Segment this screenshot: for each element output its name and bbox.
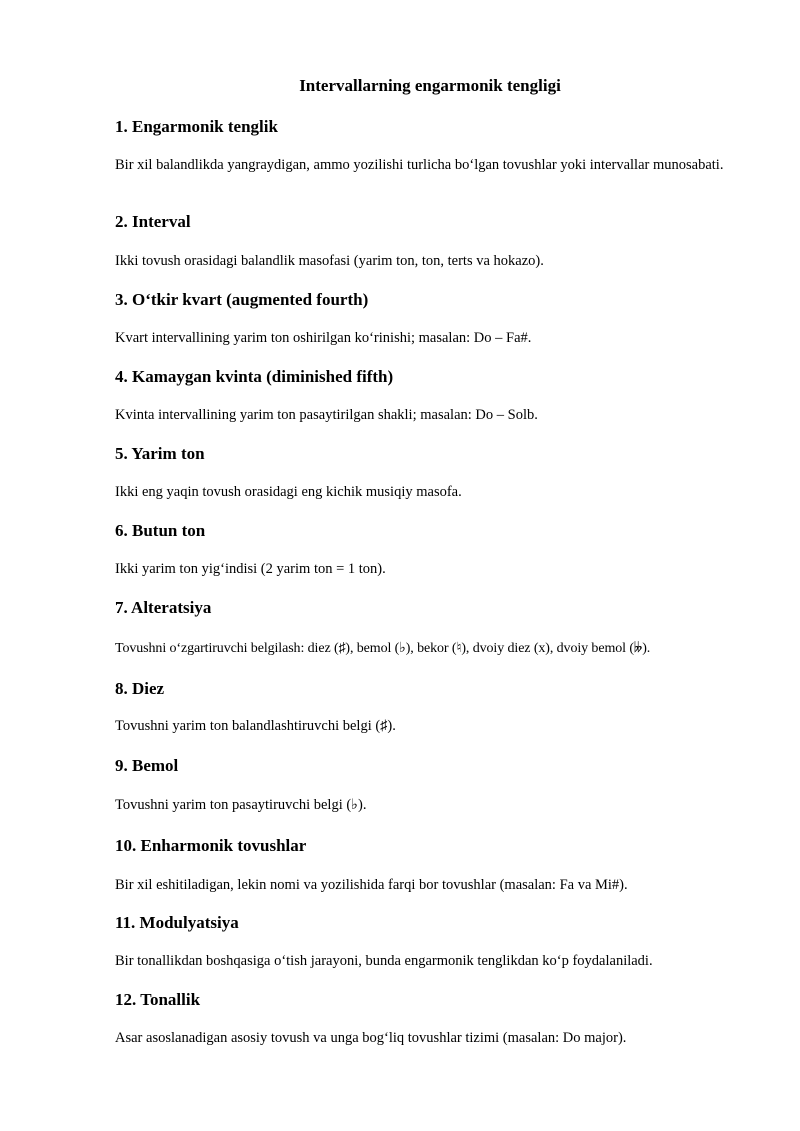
section-text-9: Tovushni yarim ton pasaytiruvchi belgi (♭).	[115, 797, 367, 813]
section-text-3: Kvart intervallining yarim ton oshirilgan ko‘rinishi; masalan: Do – Fa#.	[115, 330, 532, 346]
section-heading-1: 1. Engarmonik tenglik	[115, 117, 278, 136]
section-text-8: Tovushni yarim ton balandlashtiruvchi belgi (♯).	[115, 718, 396, 734]
section-heading-5: 5. Yarim ton	[115, 444, 205, 463]
section-text-5: Ikki eng yaqin tovush orasidagi eng kichik musiqiy masofa.	[115, 484, 462, 500]
section-heading-10: 10. Enharmonik tovushlar	[115, 836, 307, 855]
section-text-7: Tovushni o‘zgartiruvchi belgilash: diez (♯), bemol (♭), bekor (♮), dvoiy diez (x), dvoiy bemol (𝄫).	[115, 641, 651, 656]
section-text-11: Bir tonallikdan boshqasiga o‘tish jarayoni, bunda engarmonik tenglikdan ko‘p foydalaniladi.	[115, 953, 653, 969]
section-heading-9: 9. Bemol	[115, 756, 179, 775]
section-text-12: Asar asoslanadigan asosiy tovush va unga bog‘liq tovushlar tizimi (masalan: Do major).	[115, 1030, 627, 1046]
section-text-2: Ikki tovush orasidagi balandlik masofasi (yarim ton, ton, terts va hokazo).	[115, 253, 544, 269]
section-heading-6: 6. Butun ton	[115, 521, 206, 540]
section-text-10: Bir xil eshitiladigan, lekin nomi va yozilishida farqi bor tovushlar (masalan: Fa va Mi#).	[115, 877, 628, 893]
document-title: Intervallarning engarmonik tengligi	[299, 76, 561, 95]
section-heading-12: 12. Tonallik	[115, 990, 201, 1009]
section-heading-2: 2. Interval	[115, 212, 191, 231]
section-text-6: Ikki yarim ton yig‘indisi (2 yarim ton = 1 ton).	[115, 561, 386, 577]
section-text-4: Kvinta intervallining yarim ton pasaytirilgan shakli; masalan: Do – Solb.	[115, 407, 538, 423]
section-heading-4: 4. Kamaygan kvinta (diminished fifth)	[115, 367, 394, 386]
section-heading-8: 8. Diez	[115, 679, 165, 698]
section-heading-3: 3. O‘tkir kvart (augmented fourth)	[115, 290, 369, 309]
section-heading-7: 7. Alteratsiya	[115, 598, 212, 617]
section-heading-11: 11. Modulyatsiya	[115, 913, 239, 932]
section-text-1: Bir xil balandlikda yangraydigan, ammo yozilishi turlicha bo‘lgan tovushlar yoki intervallar munosabati.	[115, 157, 724, 173]
